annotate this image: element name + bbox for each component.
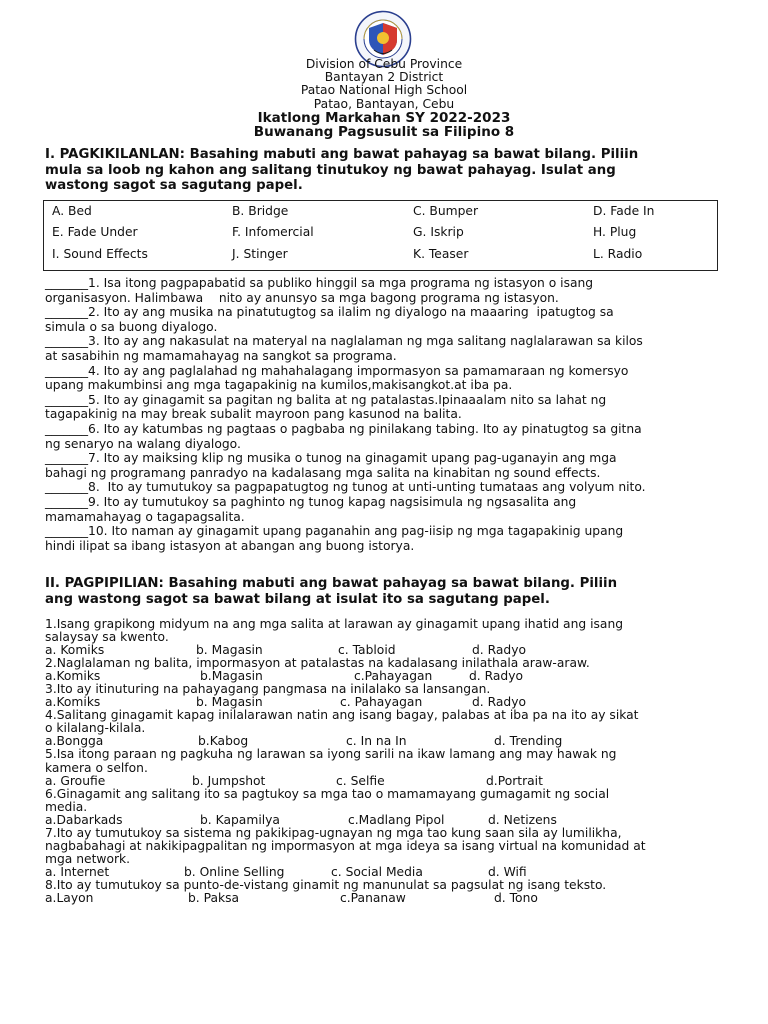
division-line: Division of Cebu Province — [305, 57, 463, 71]
choices-box — [43, 200, 718, 271]
item-text: bahagi ng programang panradyo na kadalasang mga salita na kinabitan ng sound effects. — [45, 465, 601, 480]
question-text: 5.Isa itong paraan ng pagkuha ng larawan sa iyong sarili na ikaw lamang ang may hawak ng — [45, 747, 617, 762]
option-b: b.Magasin — [200, 669, 263, 684]
option-b: b. Paksa — [188, 890, 240, 905]
part1-items — [45, 276, 735, 553]
option-d: d. Tono — [494, 890, 538, 905]
item-text: _______5. Ito ay ginagamit sa pagitan ng balita at ng patalastas.Ipinaaalam nito sa lahat ng — [45, 392, 607, 407]
option-c: c. Tabloid — [338, 643, 396, 658]
option-c: c. In na In — [346, 734, 407, 749]
option-b: b. Online Selling — [184, 864, 285, 879]
choice-item: I. Sound Effects — [52, 247, 148, 261]
option-d: d. Radyo — [469, 669, 524, 684]
question-text: 3.Ito ay itinuturing na pahayagang pangmasa na inilalako sa lansangan. — [45, 682, 491, 697]
option-a: a. Groufie — [45, 773, 106, 788]
item-text: simula o sa buong diyalogo. — [45, 319, 218, 334]
option-d: d. Wifi — [488, 864, 527, 879]
option-d: d. Trending — [494, 734, 563, 749]
option-c: c. Selfie — [336, 773, 385, 788]
option-c: c.Pananaw — [340, 890, 406, 905]
choice-item: J. Stinger — [232, 247, 288, 261]
item-text: _______3. Ito ay ang nakasulat na materyal na naglalaman ng mga salitang naglalarawan sa kilos — [45, 334, 643, 349]
question-text: salaysay sa kwento. — [45, 630, 169, 645]
item-text: mamamahayag o tagapagsalita. — [45, 509, 245, 524]
question-text: 8.Ito ay tumutukoy sa punto-de-vistang ginamit ng manunulat sa pagsulat ng isang teksto. — [45, 877, 607, 892]
option-a: a.Komiks — [45, 695, 101, 710]
item-text: _______1. Isa itong pagpapabatid sa publiko hinggil sa mga programa ng istasyon o isang — [45, 276, 594, 290]
option-a: a. Komiks — [45, 643, 105, 658]
choice-item: B. Bridge — [232, 204, 289, 218]
item-text: _______6. Ito ay katumbas ng pagtaas o pagbaba ng pinilakang tabing. Ito ay pinatugtog sa gitna — [45, 421, 642, 436]
district-line: Bantayan 2 District — [324, 70, 444, 85]
part2-instructions: II. PAGPIPILIAN: Basahing mabuti ang bawat pahayag sa bawat bilang. Piliin ang wastong sagot sa bawat bilang at isulat ito sa sagutang papel. — [45, 576, 618, 607]
question-text: kamera o selfon. — [45, 760, 148, 775]
item-text: tagapakinig na may break subalit mayroon pang kasunod na balita. — [45, 407, 462, 422]
question-text: nagbabahagi at nakikipagpalitan ng impormasyon at mga ideya sa isang virtual na komunidad at — [45, 838, 646, 853]
option-b: b.Kabog — [198, 734, 249, 749]
choice-item: A. Bed — [52, 204, 92, 218]
option-b: b. Kapamilya — [200, 812, 280, 827]
item-text: _______2. Ito ay ang musika na pinatutugtog sa ilalim ng diyalogo na maaaring ipatugtog sa — [45, 305, 614, 320]
exam-subject-title: Buwanang Pagsusulit sa Filipino 8 — [253, 123, 515, 140]
choice-item: K. Teaser — [413, 247, 469, 261]
item-text: hindi ilipat sa ibang istasyon at abangan ang buong istorya. — [45, 538, 415, 553]
choice-item: H. Plug — [593, 225, 637, 239]
item-text: _______9. Ito ay tumutukoy sa paghinto ng tunog kapag nagsisimula ng ngsasalita ang — [45, 494, 577, 509]
choice-item: L. Radio — [593, 247, 643, 261]
option-d: d. Radyo — [472, 643, 527, 658]
question-text: mga network. — [45, 851, 131, 866]
option-d: d. Netizens — [488, 812, 557, 827]
item-text: _______10. Ito naman ay ginagamit upang paganahin ang pag-iisip ng mga tagapakinig upang — [45, 524, 624, 539]
part1-instructions: I. PAGKIKILANLAN: Basahing mabuti ang bawat pahayag sa bawat bilang. Piliin mula sa loob ng kahon ang salitang tinutukoy ng bawat pahayag. Isulat ang wastong sagot sa sagutang papel. — [45, 147, 639, 194]
choice-item: E. Fade Under — [52, 225, 138, 239]
option-a: a.Bongga — [45, 734, 104, 749]
item-text: ng senaryo na walang diyalogo. — [45, 436, 241, 451]
answer-options — [45, 814, 735, 827]
item-text: _______4. Ito ay ang paglalahad ng mahahalagang impormasyon sa pamamaraan ng komersyo — [45, 363, 629, 378]
option-a: a.Dabarkads — [45, 812, 123, 827]
exam-quarter-title: Ikatlong Markahan SY 2022-2023 — [257, 109, 511, 126]
question-text: 4.Salitang ginagamit kapag inilalarawan natin ang isang bagay, palabas at iba pa na ito ay sikat — [45, 708, 639, 723]
answer-options — [45, 775, 735, 788]
choice-item: G. Iskrip — [413, 225, 464, 239]
item-text: at sasabihin ng mamamahayag na sangkot sa programa. — [45, 348, 397, 363]
option-b: b. Jumpshot — [192, 773, 266, 788]
option-c: c.Pahayagan — [354, 669, 433, 684]
option-c: c.Madlang Pipol — [348, 812, 445, 827]
answer-options — [45, 866, 735, 879]
option-d: d. Radyo — [472, 695, 527, 710]
question-text: 1.Isang grapikong midyum na ang mga salita at larawan ay ginagamit upang ihatid ang isang — [45, 617, 624, 631]
question-text: 6.Ginagamit ang salitang ito sa pagtukoy sa mga tao o mamamayang gumagamit ng social — [45, 786, 610, 801]
question-text: o kilalang-kilala. — [45, 721, 146, 736]
question-text: 7.Ito ay tumutukoy sa sistema ng pakikipag-ugnayan ng mga tao kung saan sila ay lumilikha, — [45, 825, 622, 840]
option-a: a.Layon — [45, 890, 94, 905]
school-address: Patao, Bantayan, Cebu — [313, 96, 455, 111]
option-d: d.Portrait — [486, 773, 543, 788]
option-c: c. Pahayagan — [340, 695, 423, 710]
option-b: b. Magasin — [196, 643, 263, 658]
item-text: organisasyon. Halimbawa nito ay anunsyo sa mga bagong programa ng istasyon. — [45, 290, 559, 305]
option-b: b. Magasin — [196, 695, 263, 710]
item-text: _______7. Ito ay maiksing klip ng musika o tunog na ginagamit upang pag-uganayin ang mga — [45, 451, 617, 466]
item-text: _______8. Ito ay tumutukoy sa pagpapatugtog ng tunog at unti-unting tumataas ang volyum nito. — [45, 480, 646, 495]
item-text: upang makumbinsi ang mga tagapakinig na kumilos,makisangkot.at iba pa. — [45, 378, 513, 393]
option-a: a.Komiks — [45, 669, 101, 684]
option-c: c. Social Media — [331, 864, 423, 879]
choice-item: C. Bumper — [413, 204, 479, 218]
question-text: 2.Naglalaman ng balita, impormasyon at patalastas na kadalasang inilathala araw-araw. — [45, 656, 590, 671]
school-name: Patao National High School — [300, 83, 468, 98]
school-header — [0, 58, 768, 139]
choice-item: F. Infomercial — [232, 225, 314, 239]
option-a: a. Internet — [45, 864, 110, 879]
part2-items — [45, 618, 735, 905]
question-text: media. — [45, 799, 88, 814]
answer-options — [45, 892, 735, 905]
choice-item: D. Fade In — [593, 204, 655, 218]
